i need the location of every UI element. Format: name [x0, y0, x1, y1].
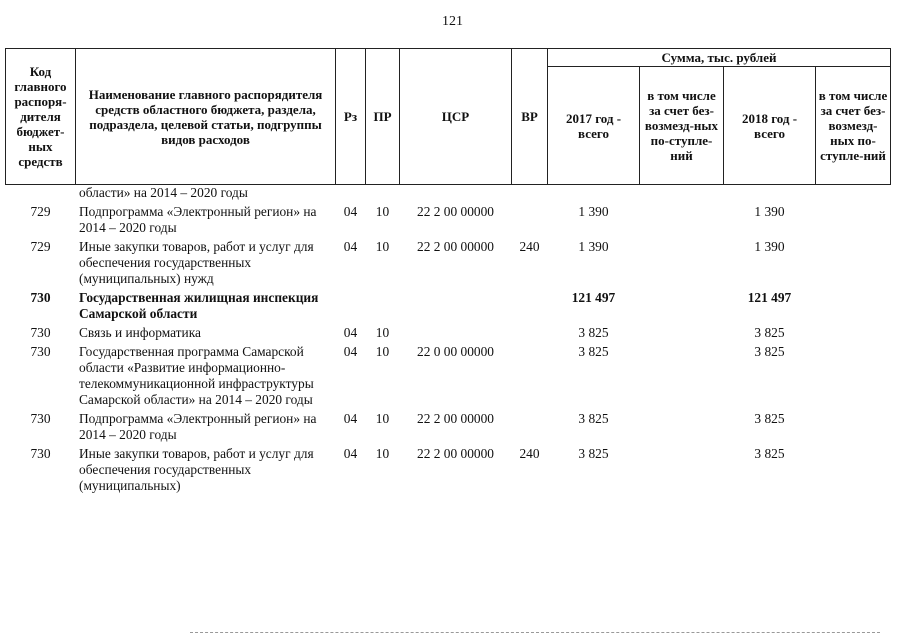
cell-2017-grants	[640, 204, 724, 239]
table-row	[6, 204, 891, 239]
cell-2017-grants	[640, 325, 724, 344]
table-row	[6, 344, 891, 411]
cell-name: Государственная программа Самарской области «Развитие информационно-телекоммуникационной инфраструктуры Самарской области» на 2014 – 2020 годы	[79, 344, 314, 407]
table-row	[6, 411, 891, 446]
cell-2018-total: 1 390	[754, 204, 785, 219]
cell-vr: 240	[519, 446, 540, 461]
cell-code: 730	[30, 411, 51, 426]
cell-2017-total: 3 825	[578, 344, 609, 359]
cell-vr	[512, 411, 548, 446]
cell-rz: 04	[343, 344, 358, 359]
cell-code: 730	[30, 325, 51, 340]
cell-2017-total: 1 390	[578, 204, 609, 219]
header-csr: ЦСР	[400, 49, 512, 185]
cell-2018-total: 3 825	[754, 344, 785, 359]
cell-csr	[400, 290, 512, 325]
cell-vr	[512, 290, 548, 325]
cell-2017-grants	[640, 344, 724, 411]
header-code: Код главного распоря-дителя бюджет-ных средств	[6, 49, 76, 185]
cell-2017-total: 1 390	[578, 239, 609, 254]
cell-rz: 04	[343, 446, 358, 461]
cell-code: 730	[30, 446, 51, 461]
cell-csr: 22 2 00 00000	[417, 239, 494, 254]
cell-2017-grants	[640, 411, 724, 446]
cell-csr: 22 2 00 00000	[417, 446, 494, 461]
cell-2018-grants	[816, 344, 891, 411]
continuation-text: области» на 2014 – 2020 годы	[79, 185, 248, 200]
cell-vr	[512, 204, 548, 239]
cell-2017-total: 3 825	[578, 325, 609, 340]
header-2018-grants: в том числе за счет без-возмезд-ных по-ступле-ний	[816, 67, 891, 185]
table-row	[6, 446, 891, 497]
cell-2018-grants	[816, 446, 891, 497]
cell-pr: 10	[375, 411, 390, 426]
header-rz: Рз	[336, 49, 366, 185]
cell-name: Государственная жилищная инспекция Самарской области	[79, 290, 319, 321]
budget-table	[5, 48, 891, 497]
cell-rz: 04	[343, 204, 358, 219]
cell-csr: 22 2 00 00000	[417, 204, 494, 219]
cell-rz: 04	[343, 325, 358, 340]
header-vr: ВР	[512, 49, 548, 185]
table-body	[6, 185, 891, 498]
cell-2017-total: 3 825	[578, 446, 609, 461]
continuation-row	[6, 185, 891, 205]
header-2017-total: 2017 год - всего	[548, 67, 640, 185]
cell-rz	[336, 290, 366, 325]
cell-code: 730	[30, 344, 51, 359]
header-pr: ПР	[366, 49, 400, 185]
cell-pr: 10	[375, 325, 390, 340]
cell-code: 730	[30, 290, 51, 305]
cell-2017-grants	[640, 290, 724, 325]
table-row	[6, 239, 891, 290]
cell-code: 729	[30, 204, 51, 219]
cell-vr	[512, 344, 548, 411]
header-name: Наименование главного распорядителя средств областного бюджета, раздела, подраздела, целевой статьи, подгруппы видов расходов	[76, 49, 336, 185]
cell-2018-grants	[816, 290, 891, 325]
header-sum-group: Сумма, тыс. рублей	[548, 49, 891, 67]
cell-2018-grants	[816, 239, 891, 290]
cell-2017-total: 3 825	[578, 411, 609, 426]
table-header	[6, 49, 891, 185]
cell-2018-grants	[816, 325, 891, 344]
cell-2018-total: 3 825	[754, 411, 785, 426]
cell-2017-total: 121 497	[571, 290, 616, 305]
cell-2018-grants	[816, 411, 891, 446]
table-row	[6, 290, 891, 325]
table-row	[6, 325, 891, 344]
header-2017-grants: в том числе за счет без-возмезд-ных по-ступле-ний	[640, 67, 724, 185]
cell-2018-total: 121 497	[747, 290, 792, 305]
cell-name: Связь и информатика	[79, 325, 201, 340]
cell-2018-total: 3 825	[754, 446, 785, 461]
cell-2018-grants	[816, 204, 891, 239]
cell-csr: 22 0 00 00000	[417, 344, 494, 359]
cell-2018-total: 1 390	[754, 239, 785, 254]
cell-pr: 10	[375, 344, 390, 359]
cell-name: Подпрограмма «Электронный регион» на 2014 – 2020 годы	[79, 204, 317, 235]
cell-name: Иные закупки товаров, работ и услуг для обеспечения государственных (муниципальных) нужд	[79, 239, 314, 286]
cell-2017-grants	[640, 239, 724, 290]
cell-code: 729	[30, 239, 51, 254]
cell-pr: 10	[375, 239, 390, 254]
cell-pr: 10	[375, 204, 390, 219]
cell-rz: 04	[343, 239, 358, 254]
cell-vr: 240	[519, 239, 540, 254]
cell-2017-grants	[640, 446, 724, 497]
cell-name: Подпрограмма «Электронный регион» на 2014 – 2020 годы	[79, 411, 317, 442]
cell-csr	[400, 325, 512, 344]
cell-vr	[512, 325, 548, 344]
cell-name: Иные закупки товаров, работ и услуг для обеспечения государственных (муниципальных)	[79, 446, 314, 493]
page-number: 121	[442, 14, 463, 29]
cell-rz: 04	[343, 411, 358, 426]
header-2018-total: 2018 год - всего	[724, 67, 816, 185]
cell-pr	[366, 290, 400, 325]
cell-2018-total: 3 825	[754, 325, 785, 340]
cell-csr: 22 2 00 00000	[417, 411, 494, 426]
cell-pr: 10	[375, 446, 390, 461]
scan-artifact-line	[190, 632, 880, 634]
